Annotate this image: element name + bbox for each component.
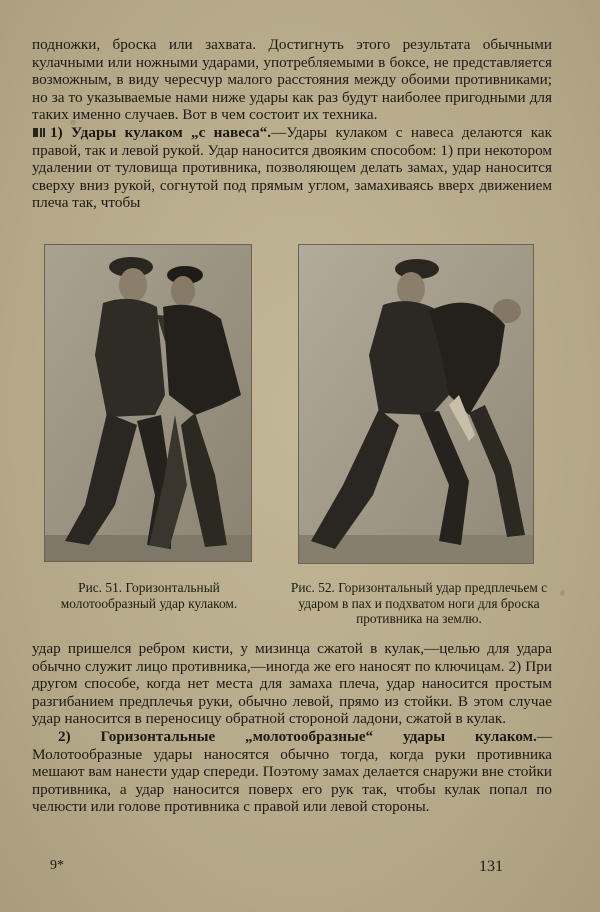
section-2-text: — Молотообразные удары наносятся обычно тогда, когда руки противника мешают вам нанести удар спереди. Поэтому замах делается снаружи вне стойки противника, а удар наносится поверх его рук так, чтобы кулак попал по челюсти или голове противника с правой или левой стороны. [32,727,552,816]
signature-mark: 9* [50,858,64,873]
figure-51-caption: Рис. 51. Горизонтальный молотообразный удар кулаком. [60,580,238,611]
top-text-block [32,36,552,212]
figure-51-photo [44,244,252,562]
figure-52-photo [298,244,534,564]
section-2-paragraph [32,728,552,816]
section-2-heading: 2) Горизонтальные „молотообразные“ удары кулаком. [58,727,537,745]
section-marker-icon [32,127,46,138]
paper-stain [560,590,565,596]
section-1-text: —Удары кулаком с навеса делаются как правой, так и левой рукой. Удар наносится двояким способом: 1) при некотором удалении от туловища противника, позволяющем делать замах, удар наносится сверху вниз рукой, согнутой под прямым углом, замахиваясь вверх движением плеча так, чтобы [32,123,552,212]
page-number: 131 [479,858,503,875]
bottom-text-block [32,640,552,816]
section-1-heading: 1) Удары кулаком „с навеса“. [50,123,272,141]
section-1-paragraph [32,124,552,212]
intro-paragraph: подножки, броска или захвата. Достигнуть этого результата обычными кулачными или ножными ударами, употребляемыми в боксе, не представляется возможным, в виду чересчур малого расстояния между обоими противниками; но за то указываемые нами ниже удары как раз будут наиболее пригодными для таких именно случаев. Вот в чем состоит их техника. [32,36,552,124]
continued-paragraph: удар пришелся ребром кисти, у мизинца сжатой в кулак,—целью для удара обычно служит лицо противника,—иногда же его наносят по ключицам. 2) При другом способе, когда нет места для замаха плеча, удар наносится простым разгибанием предплечья руки, обычно левой, прямо из стойки. В этом случае удар наносится в переносицу обратной стороной ладони, сжатой в кулак. [32,640,552,728]
figure-52-caption: Рис. 52. Горизонтальный удар предплечьем с ударом в пах и подхватом ноги для броска противника на землю. [290,580,548,627]
